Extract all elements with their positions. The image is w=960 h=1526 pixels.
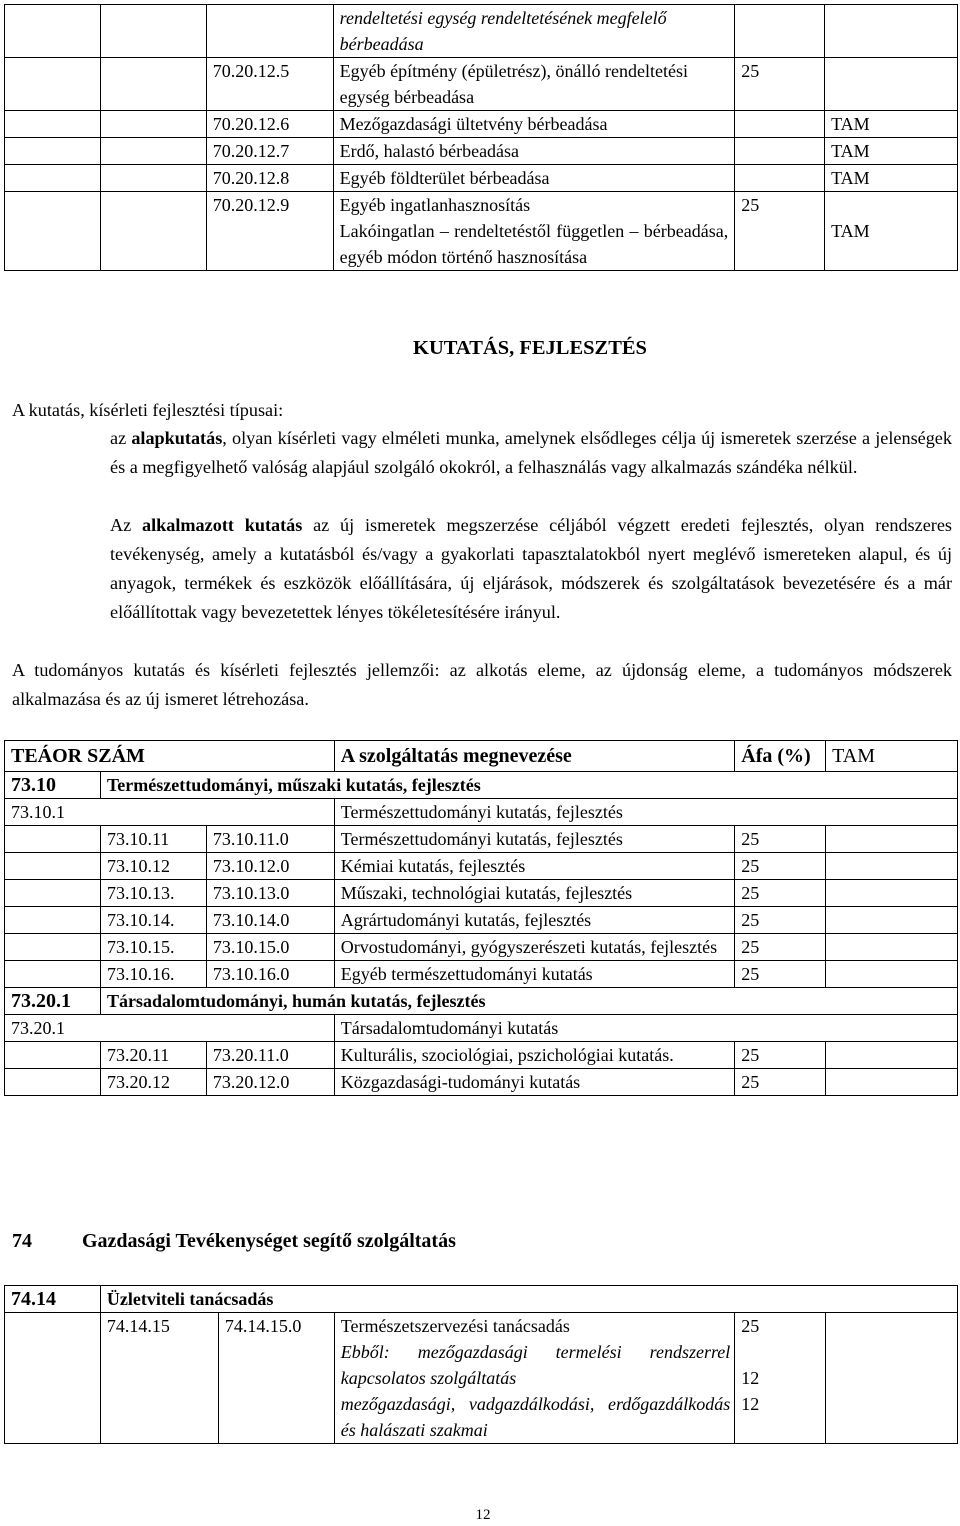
paragraph-applied-research: Az alkalmazott kutatás az új ismeretek megszerzése céljából végzett eredeti fejlesztés, olyan rendszeres tevékenység, amely a kutatásból és/vagy a gyakorlati tapasztalatokból nyert meglévő ismereteken alapul, és új anyagok, termékek és eszközök előállítására, új eljárások, módszerek és szolgáltatások bevezetésére és a már előállítottak vagy bevezetettek lényes tökéletesítésére irányul.: [110, 515, 952, 622]
empty-cell: [100, 192, 206, 271]
empty-cell: [5, 111, 101, 138]
item-tam: [826, 961, 958, 988]
empty-cell: [100, 111, 206, 138]
header-vat: Áfa (%): [735, 741, 826, 772]
table-row: [5, 1042, 958, 1069]
intro-text: A kutatás, kísérleti fejlesztési típusai:: [12, 400, 284, 420]
table-row: [5, 988, 958, 1015]
service-name: [333, 5, 735, 58]
item-tam: [826, 907, 958, 934]
sub-name: Természettudományi kutatás, fejlesztés: [334, 799, 957, 826]
item-tam: [826, 1042, 958, 1069]
bottom-vat-3: 12: [741, 1394, 760, 1414]
tam-cell: TAM: [825, 111, 958, 138]
empty-cell: [100, 5, 206, 58]
teaor-code: 70.20.12.6: [206, 111, 333, 138]
bottom-vat-1: 25: [741, 1316, 760, 1336]
item-vat: 25: [735, 826, 826, 853]
service-name-line: Mezőgazdasági ültetvény bérbeadása: [339, 114, 608, 134]
item-name: Kémiai kutatás, fejlesztés: [334, 853, 734, 880]
top-table-row: [5, 5, 958, 58]
top-table-row: [5, 58, 958, 111]
item-code: 73.10.11: [100, 826, 206, 853]
main-table: [4, 740, 958, 1096]
item-vat: 25: [735, 853, 826, 880]
group-code: 73.10: [5, 772, 101, 799]
item-vat: 25: [735, 1042, 826, 1069]
table-row: [5, 853, 958, 880]
item-vat: 25: [735, 934, 826, 961]
sub-name: Társadalomtudományi kutatás: [334, 1015, 957, 1042]
top-table-row: [5, 138, 958, 165]
heading-74: 74 Gazdasági Tevékenységet segítő szolgáltatás: [12, 1230, 456, 1252]
vat-rate: [735, 165, 825, 192]
item-tam: [826, 826, 958, 853]
bottom-item-label: Természetszervezési tanácsadás: [340, 1316, 570, 1336]
vat-rate: 25: [735, 58, 825, 111]
item-subcode: 73.10.13.0: [206, 880, 334, 907]
teaor-code: 70.20.12.5: [206, 58, 333, 111]
empty-cell: [5, 826, 101, 853]
table-row: [5, 826, 958, 853]
header-tam: TAM: [826, 741, 958, 772]
service-name-detail: Lakóingatlan – rendeltetéstől független – bérbeadása, egyéb módon történő hasznosítása: [339, 221, 729, 267]
page-number: 12: [475, 1507, 491, 1523]
item-name: Természettudományi kutatás, fejlesztés: [334, 826, 734, 853]
tam-cell: [825, 58, 958, 111]
empty-cell: [100, 165, 206, 192]
item-subcode: 73.10.11.0: [206, 826, 334, 853]
item-name: Közgazdasági-tudományi kutatás: [334, 1069, 734, 1096]
header-teaor: TEÁOR SZÁM: [5, 741, 335, 772]
bottom-item-name: [334, 1313, 735, 1444]
service-name: [333, 58, 735, 111]
item-code: 73.10.13.: [100, 880, 206, 907]
item-code: 73.10.16.: [100, 961, 206, 988]
bottom-italic-2: mezőgazdasági, vadgazdálkodási, erdőgazdálkodás és halászati szakmai: [340, 1394, 731, 1440]
tam-cell: TAM: [825, 138, 958, 165]
empty-cell: [5, 165, 101, 192]
tam-cell: [825, 5, 958, 58]
service-name: [333, 111, 735, 138]
item-code: 73.20.11: [100, 1042, 206, 1069]
empty-cell: [5, 961, 101, 988]
empty-cell: [5, 1042, 101, 1069]
table-row: [5, 1069, 958, 1096]
table-row: [5, 961, 958, 988]
item-subcode: 73.10.15.0: [206, 934, 334, 961]
bottom-group-row: [5, 1286, 958, 1313]
item-code: 73.20.12: [100, 1069, 206, 1096]
section-title: KUTATÁS, FEJLESZTÉS: [413, 337, 647, 359]
tam-cell: TAM: [825, 165, 958, 192]
service-name: [333, 192, 735, 271]
paragraph-characteristics: A tudományos kutatás és kísérleti fejlesztés jellemzői: az alkotás eleme, az újdonság eleme, a tudományos módszerek alkalmazása és az új ismeret létrehozása.: [12, 660, 952, 709]
item-subcode: 73.20.12.0: [206, 1069, 334, 1096]
empty-cell: [100, 58, 206, 111]
service-name-line: Egyéb ingatlanhasznosítás: [339, 195, 531, 215]
service-name: [333, 165, 735, 192]
item-vat: 25: [735, 1069, 826, 1096]
table-row: [5, 907, 958, 934]
item-vat: 25: [735, 907, 826, 934]
empty-cell: [5, 853, 101, 880]
item-tam: [826, 1069, 958, 1096]
sub-code: 73.10.1: [5, 799, 335, 826]
vat-rate: [735, 5, 825, 58]
group-name: Társadalomtudományi, humán kutatás, fejlesztés: [100, 988, 957, 1015]
table-row: [5, 934, 958, 961]
empty-cell: [5, 138, 101, 165]
item-vat: 25: [735, 961, 826, 988]
group-name: Természettudományi, műszaki kutatás, fejlesztés: [100, 772, 957, 799]
service-name-line: Egyéb földterület bérbeadása: [339, 168, 550, 188]
top-table: [4, 4, 958, 271]
service-name: [333, 138, 735, 165]
empty-cell: [5, 192, 101, 271]
bottom-group-code: 74.14: [5, 1286, 101, 1313]
item-name: Kulturális, szociológiai, pszichológiai kutatás.: [334, 1042, 734, 1069]
item-vat: 25: [735, 880, 826, 907]
item-tam: [826, 853, 958, 880]
empty-cell: [5, 907, 101, 934]
bottom-group-name: Üzletviteli tanácsadás: [100, 1286, 957, 1313]
item-code: 73.10.14.: [100, 907, 206, 934]
empty-cell: [5, 5, 101, 58]
bottom-table: [4, 1285, 958, 1444]
table-row: [5, 1015, 958, 1042]
bottom-vat-2: 12: [741, 1368, 760, 1388]
vat-rate: [735, 138, 825, 165]
item-subcode: 73.10.14.0: [206, 907, 334, 934]
table-row: [5, 799, 958, 826]
main-table-header: [5, 741, 958, 772]
item-code: 73.10.12: [100, 853, 206, 880]
top-table-row: [5, 165, 958, 192]
header-service-name: A szolgáltatás megnevezése: [334, 741, 734, 772]
bottom-italic-1: Ebből: mezőgazdasági termelési rendszerrel kapcsolatos szolgáltatás: [340, 1342, 731, 1388]
item-name: Agrártudományi kutatás, fejlesztés: [334, 907, 734, 934]
item-subcode: 73.10.12.0: [206, 853, 334, 880]
vat-rate: 25: [735, 192, 825, 271]
teaor-code: 70.20.12.8: [206, 165, 333, 192]
bottom-item-row: [5, 1313, 958, 1444]
teaor-code: 70.20.12.7: [206, 138, 333, 165]
item-name: Egyéb természettudományi kutatás: [334, 961, 734, 988]
tam-cell: TAM: [825, 192, 958, 271]
top-table-row: [5, 111, 958, 138]
bottom-tam-cell: [826, 1313, 958, 1444]
teaor-code: 70.20.12.9: [206, 192, 333, 271]
bottom-vat-cell: [735, 1313, 826, 1444]
vat-rate: [735, 111, 825, 138]
group-code: 73.20.1: [5, 988, 101, 1015]
service-name-line: rendeltetési egység rendeltetésének megfelelő bérbeadása: [339, 8, 667, 54]
sub-code: 73.20.1: [5, 1015, 335, 1042]
item-subcode: 73.10.16.0: [206, 961, 334, 988]
empty-cell: [5, 58, 101, 111]
empty-cell: [5, 880, 101, 907]
item-subcode: 73.20.11.0: [206, 1042, 334, 1069]
item-tam: [826, 880, 958, 907]
service-name-line: Egyéb építmény (épületrész), önálló rendeltetési egység bérbeadása: [339, 61, 688, 107]
top-table-row: [5, 192, 958, 271]
bottom-empty-cell: [5, 1313, 101, 1444]
paragraph-basic-research: az alapkutatás, olyan kísérleti vagy elméleti munka, amelynek elsődleges célja új ismeretek szerzése a jelenségek és a megfigyelhető valóság alapjául szolgáló okokról, a felhasználás vagy alkalmazás szándéka nélkül.: [110, 428, 952, 477]
table-row: [5, 772, 958, 799]
item-tam: [826, 934, 958, 961]
bottom-item-code: 74.14.15: [100, 1313, 218, 1444]
item-name: Orvostudományi, gyógyszerészeti kutatás, fejlesztés: [334, 934, 734, 961]
empty-cell: [5, 934, 101, 961]
table-row: [5, 880, 958, 907]
teaor-code: [206, 5, 333, 58]
empty-cell: [5, 1069, 101, 1096]
item-name: Műszaki, technológiai kutatás, fejlesztés: [334, 880, 734, 907]
empty-cell: [100, 138, 206, 165]
service-name-line: Erdő, halastó bérbeadása: [339, 141, 520, 161]
item-code: 73.10.15.: [100, 934, 206, 961]
bottom-item-subcode: 74.14.15.0: [218, 1313, 334, 1444]
